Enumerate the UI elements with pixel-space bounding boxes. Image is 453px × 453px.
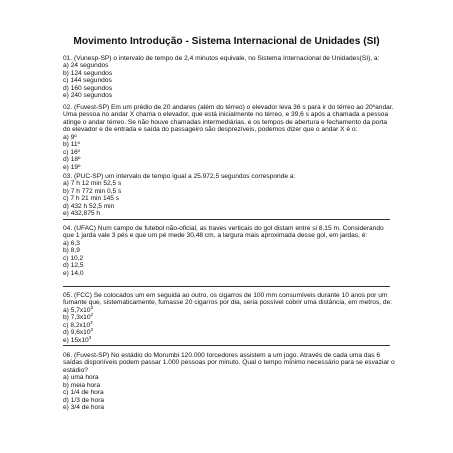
option-a: a) 7 h 12 min 52,5 s bbox=[63, 180, 122, 188]
option-exponent: 3 bbox=[90, 327, 94, 333]
option-c: c) 1/4 de hora bbox=[63, 389, 104, 397]
section-divider bbox=[63, 219, 390, 220]
option-b bbox=[63, 314, 395, 321]
section-divider bbox=[63, 286, 390, 287]
question-stem: 03. (PUC-SP) um intervalo de tempo igual a 25.972,5 segundos corresponde a: bbox=[63, 173, 296, 180]
option-e: e) 432,875 h bbox=[63, 210, 101, 218]
question-stem: 02. (Fuvest-SP) Em um prédio de 20 andares (além do térreo) o elevador leva 36 s para ir do térreo ao 20ºandar. Uma pessoa no andar X chama o elevador, que está inicialmente no térreo, e 39,6 s após a chamada a pessoa atinge o andar térreo. Se não houve chamadas intermediárias, e os tempos de abertura e fechamento da porta do elevador e de entrada e saída do passageiro são desprezíveis, podemos dizer que o andar X é o: bbox=[63, 104, 394, 134]
option-e: e) 14,0 bbox=[63, 269, 84, 277]
option-list bbox=[63, 134, 395, 171]
option-e: e) 240 segundos bbox=[63, 92, 113, 100]
option-list bbox=[63, 62, 395, 99]
option-base: a) 5,7x10 bbox=[63, 306, 91, 314]
option-a: a) 6,3 bbox=[63, 239, 80, 247]
option-d bbox=[63, 329, 395, 336]
option-d: d) 432 h 52,5 min bbox=[63, 202, 115, 210]
option-exponent: 3 bbox=[90, 320, 93, 326]
question-02 bbox=[63, 104, 395, 171]
option-base: d) 9,6x10 bbox=[63, 329, 91, 337]
section-divider bbox=[63, 345, 390, 346]
option-b: b) 124 segundos bbox=[63, 69, 113, 77]
option-b: b) meia hora bbox=[63, 381, 101, 389]
question-05 bbox=[63, 292, 395, 344]
option-list bbox=[63, 307, 395, 344]
option-exponent: 2 bbox=[90, 305, 94, 311]
question-04 bbox=[63, 225, 395, 277]
question-stem: 04. (UFAC) Num campo de futebol não-oficial, as traves verticais do gol distam entre si 8,15 m. Considerando que 1 jarda vale 3 pés e que um pé mede 30,48 cm, a largura mais aproximada desse gol, em jardas, é: bbox=[63, 225, 384, 240]
option-base: b) 7,3x10 bbox=[63, 314, 91, 322]
option-base: e) 15x10 bbox=[63, 336, 89, 344]
page-title: Movimento Introdução - Sistema Internacional de Unidades (SI) bbox=[73, 36, 380, 47]
option-c bbox=[63, 322, 395, 329]
option-exponent: 2 bbox=[90, 312, 94, 318]
option-c: c) 16º bbox=[63, 148, 81, 156]
question-06 bbox=[63, 352, 395, 412]
option-d: d) 12,5 bbox=[63, 262, 84, 270]
option-list bbox=[63, 240, 395, 277]
option-e: e) 19º bbox=[63, 163, 81, 171]
question-stem: 05. (FCC) Se colocados um em seguida ao outro, os cigarros de 100 mm consumíveis durante 10 anos por um fumante que, sistematicamente, fumasse 20 cigarros por dia, seria possível cobrir uma distância, em metros, de: bbox=[63, 292, 393, 307]
option-b: b) 7 h 772 min 0,5 s bbox=[63, 187, 122, 195]
option-list bbox=[63, 374, 395, 411]
option-b: b) 8,9 bbox=[63, 247, 80, 255]
question-stem: 06. (Fuvest-SP) No estádio do Morumbi 120.000 torcedores assistem a um jogo. Através de cada uma das 6 saídas disponíveis podem passar 1.000 pessoas por minuto. Qual o tempo mínimo necessário para se esvaziar o estádio? bbox=[63, 352, 395, 374]
option-a: a) 9º bbox=[63, 133, 77, 141]
question-stem: 01. (Vunesp-SP) o intervalo de tempo de 2,4 minutos equivale, no Sistema Internacional de Unidades(SI), a: bbox=[63, 55, 380, 62]
option-a: a) 24 segundos bbox=[63, 62, 109, 70]
option-e bbox=[63, 334, 395, 344]
option-list bbox=[63, 180, 395, 217]
option-a: a) uma hora bbox=[63, 374, 99, 382]
option-d: d) 160 segundos bbox=[63, 84, 113, 92]
option-c: c) 7 h 21 min 145 s bbox=[63, 195, 120, 203]
option-c: c) 144 segundos bbox=[63, 77, 112, 85]
option-d: d) 18º bbox=[63, 156, 81, 164]
option-exponent: 3 bbox=[88, 334, 92, 340]
option-d: d) 1/3 de hora bbox=[63, 396, 105, 404]
option-a bbox=[63, 307, 395, 314]
question-03 bbox=[63, 173, 395, 218]
option-e: e) 3/4 de hora bbox=[63, 404, 105, 412]
option-c: c) 10,2 bbox=[63, 254, 84, 262]
option-base: c) 8,2x10 bbox=[63, 321, 91, 329]
question-01 bbox=[63, 55, 395, 100]
option-b: b) 11º bbox=[63, 141, 80, 149]
